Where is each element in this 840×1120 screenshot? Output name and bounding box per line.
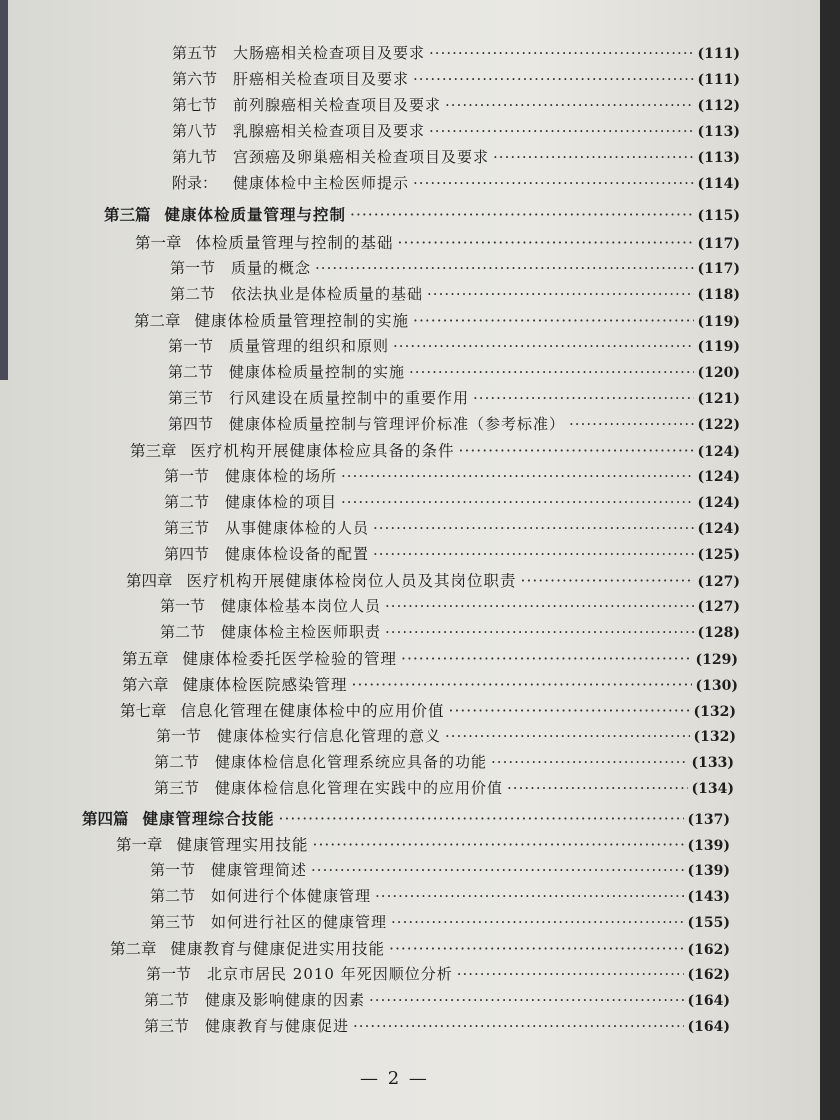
dot-leader — [401, 650, 691, 668]
dot-leader — [413, 312, 693, 330]
dot-leader — [507, 779, 687, 797]
toc-section-row — [170, 257, 740, 278]
toc-entry-page: (164) — [687, 993, 730, 1009]
toc-entry-title: 健康教育与健康促进实用技能 — [170, 940, 386, 958]
toc-entry-title: 健康体检基本岗位人员 — [221, 597, 382, 615]
toc-section-row — [150, 859, 730, 880]
toc-entry-number: 第一节 — [168, 337, 214, 355]
toc-entry-number: 第二章 — [134, 312, 181, 330]
toc-entry-number: 第一章 — [135, 234, 182, 252]
toc-entry-page: (132) — [693, 729, 736, 745]
toc-entry-page: (114) — [697, 176, 740, 192]
dot-leader — [445, 96, 693, 114]
toc-entry-number: 第三节 — [150, 913, 196, 931]
dot-leader — [429, 44, 693, 62]
toc-entry-page: (111) — [697, 46, 740, 62]
toc-entry-page: (112) — [697, 98, 740, 114]
toc-chapter-row — [120, 699, 736, 721]
toc-section-row — [172, 120, 740, 141]
toc-entry-title: 健康体检质量管理控制的实施 — [194, 312, 410, 330]
dot-leader — [457, 965, 684, 983]
toc-entry-number: 第一节 — [156, 727, 202, 745]
toc-entry-page: (124) — [697, 469, 740, 485]
toc-chapter-row — [126, 569, 740, 591]
toc-entry-number: 第五节 — [172, 44, 218, 62]
toc-entry-number: 第五章 — [122, 650, 169, 668]
dot-leader — [373, 545, 693, 563]
toc-section-row — [172, 68, 740, 89]
toc-entry-number: 第二章 — [110, 940, 157, 958]
toc-chapter-row — [122, 647, 738, 669]
toc-section-row — [168, 335, 740, 356]
toc-section-row — [170, 283, 740, 304]
toc-entry-number: 第九节 — [172, 148, 218, 166]
page-edge-shadow — [820, 0, 840, 1120]
dot-leader — [427, 285, 693, 303]
toc-entry-page: (121) — [697, 391, 740, 407]
toc-entry-title: 依法执业是体检质量的基础 — [231, 285, 424, 303]
toc-entry-page: (124) — [697, 495, 740, 511]
toc-entry-page: (132) — [693, 704, 736, 720]
toc-entry-title: 健康体检委托医学检验的管理 — [182, 650, 398, 668]
dot-leader — [315, 259, 693, 277]
toc-entry-number: 第六章 — [122, 676, 169, 694]
toc-section-row — [164, 465, 740, 486]
toc-entry-page: (117) — [697, 236, 740, 252]
toc-entry-title: 体检质量管理与控制的基础 — [195, 234, 394, 252]
toc-entry-number: 第二节 — [168, 363, 214, 381]
toc-entry-title: 健康体检中主检医师提示 — [233, 174, 410, 192]
toc-entry-title: 前列腺癌相关检查项目及要求 — [233, 96, 442, 114]
toc-entry-title: 健康体检设备的配置 — [225, 545, 370, 563]
toc-section-row — [164, 491, 740, 512]
toc-entry-number: 第四章 — [126, 572, 173, 590]
toc-section-row — [160, 621, 740, 642]
toc-chapter-row — [116, 833, 730, 855]
toc-section-row — [172, 94, 740, 115]
toc-section-row — [164, 543, 740, 564]
toc-entry-page: (120) — [697, 365, 740, 381]
toc-entry-page: (139) — [687, 863, 730, 879]
dot-leader — [521, 572, 694, 590]
dot-leader — [341, 467, 693, 485]
toc-entry-number: 第八节 — [172, 122, 218, 140]
toc-entry-page: (125) — [697, 547, 740, 563]
dot-leader — [493, 148, 693, 166]
toc-entry-title: 健康体检的项目 — [225, 493, 338, 511]
toc-chapter-row — [130, 439, 740, 461]
toc-entry-title: 健康体检主检医师职责 — [221, 623, 382, 641]
toc-entry-title: 健康管理简述 — [211, 861, 308, 879]
toc-entry-page: (124) — [697, 521, 740, 537]
toc-section-row — [144, 989, 730, 1010]
toc-section-row — [168, 413, 740, 434]
toc-entry-title: 肝癌相关检查项目及要求 — [233, 70, 410, 88]
toc-entry-title: 质量管理的组织和原则 — [229, 337, 390, 355]
toc-entry-number: 第二节 — [160, 623, 206, 641]
toc-entry-number: 第二节 — [164, 493, 210, 511]
toc-entry-page: (162) — [687, 942, 730, 958]
toc-section-row — [172, 146, 740, 167]
dot-leader — [459, 442, 694, 460]
toc-entry-page: (133) — [691, 755, 734, 771]
toc-section-row — [172, 172, 740, 193]
toc-entry-page: (119) — [697, 339, 740, 355]
toc-entry-page: (119) — [697, 314, 740, 330]
toc-entry-number: 第三节 — [168, 389, 214, 407]
toc-entry-page: (122) — [697, 417, 740, 433]
toc-entry-title: 健康教育与健康促进 — [205, 1017, 350, 1035]
toc-entry-title: 大肠癌相关检查项目及要求 — [233, 44, 426, 62]
dot-leader — [313, 836, 684, 854]
toc-entry-number: 第二节 — [144, 991, 190, 1009]
dot-leader — [413, 174, 693, 192]
toc-part-row — [104, 203, 740, 225]
page-footer-number: — 2 — — [360, 1068, 429, 1089]
dot-leader — [369, 991, 683, 1009]
dot-leader — [341, 493, 693, 511]
toc-entry-number: 第三节 — [154, 779, 200, 797]
dot-leader — [352, 676, 692, 694]
toc-section-row — [154, 777, 734, 798]
toc-section-row — [156, 725, 736, 746]
dot-leader — [311, 861, 683, 879]
toc-entry-title: 从事健康体检的人员 — [225, 519, 370, 537]
toc-section-row — [168, 387, 740, 408]
toc-entry-title: 如何进行社区的健康管理 — [211, 913, 388, 931]
toc-section-row — [172, 42, 740, 63]
toc-section-row — [146, 963, 730, 984]
toc-entry-title: 医疗机构开展健康体检岗位人员及其岗位职责 — [186, 572, 517, 590]
dot-leader — [385, 623, 693, 641]
toc-entry-page: (137) — [687, 812, 730, 828]
toc-entry-number: 第一节 — [164, 467, 210, 485]
toc-entry-number: 第四节 — [164, 545, 210, 563]
toc-entry-number: 第七章 — [120, 702, 167, 720]
toc-entry-number: 第四节 — [168, 415, 214, 433]
toc-section-row — [150, 911, 730, 932]
toc-entry-title: 健康体检信息化管理系统应具备的功能 — [215, 753, 488, 771]
dot-leader — [413, 70, 693, 88]
toc-entry-title: 质量的概念 — [231, 259, 312, 277]
toc-entry-number: 第二节 — [154, 753, 200, 771]
dot-leader — [350, 206, 693, 224]
toc-entry-title: 宫颈癌及卵巢癌相关检查项目及要求 — [233, 148, 490, 166]
toc-entry-title: 健康及影响健康的因素 — [205, 991, 366, 1009]
dot-leader — [391, 913, 683, 931]
toc-entry-title: 健康体检实行信息化管理的意义 — [217, 727, 442, 745]
toc-section-row — [160, 595, 740, 616]
toc-entry-page: (162) — [687, 967, 730, 983]
toc-entry-title: 健康管理实用技能 — [176, 836, 309, 854]
toc-entry-title: 北京市居民 2010 年死因顺位分析 — [207, 965, 453, 983]
toc-entry-number: 第四篇 — [82, 809, 129, 828]
toc-chapter-row — [122, 673, 738, 695]
dot-leader — [398, 234, 694, 252]
toc-entry-page: (128) — [697, 625, 740, 641]
dot-leader — [429, 122, 693, 140]
dot-leader — [373, 519, 693, 537]
toc-entry-number: 第六节 — [172, 70, 218, 88]
toc-entry-page: (130) — [695, 678, 738, 694]
toc-chapter-row — [110, 937, 730, 959]
toc-section-row — [150, 885, 730, 906]
toc-entry-page: (127) — [697, 599, 740, 615]
dot-leader — [279, 810, 684, 828]
toc-part-row — [82, 807, 730, 829]
toc-section-row — [154, 751, 734, 772]
dot-leader — [569, 415, 693, 433]
toc-entry-title: 健康体检医院感染管理 — [182, 676, 348, 694]
dot-leader — [353, 1017, 683, 1035]
dot-leader — [445, 727, 689, 745]
toc-entry-page: (118) — [697, 287, 740, 303]
toc-entry-page: (164) — [687, 1019, 730, 1035]
toc-entry-title: 健康体检质量控制的实施 — [229, 363, 406, 381]
toc-section-row — [144, 1015, 730, 1036]
toc-entry-page: (127) — [697, 574, 740, 590]
toc-entry-page: (143) — [687, 889, 730, 905]
toc-entry-title: 健康管理综合技能 — [142, 809, 275, 828]
toc-entry-number: 第七节 — [172, 96, 218, 114]
dot-leader — [491, 753, 687, 771]
toc-entry-number: 第一节 — [146, 965, 192, 983]
dot-leader — [393, 337, 693, 355]
toc-entry-number: 第一章 — [116, 836, 163, 854]
toc-entry-page: (117) — [697, 261, 740, 277]
toc-entry-page: (115) — [697, 208, 740, 224]
toc-entry-title: 信息化管理在健康体检中的应用价值 — [180, 702, 445, 720]
toc-entry-number: 第二节 — [150, 887, 196, 905]
toc-entry-number: 第一节 — [150, 861, 196, 879]
dot-leader — [375, 887, 683, 905]
toc-entry-title: 健康体检质量控制与管理评价标准（参考标准） — [229, 415, 566, 433]
toc-section-row — [168, 361, 740, 382]
toc-entry-page: (139) — [687, 838, 730, 854]
toc-chapter-row — [135, 231, 740, 253]
dot-leader — [409, 363, 693, 381]
toc-entry-page: (134) — [691, 781, 734, 797]
toc-entry-number: 第三节 — [144, 1017, 190, 1035]
toc-entry-title: 行风建设在质量控制中的重要作用 — [229, 389, 470, 407]
toc-entry-page: (155) — [687, 915, 730, 931]
toc-entry-page: (113) — [697, 150, 740, 166]
dot-leader — [449, 702, 690, 720]
dot-leader — [389, 940, 683, 958]
toc-chapter-row — [134, 309, 740, 331]
toc-entry-title: 健康体检信息化管理在实践中的应用价值 — [215, 779, 504, 797]
toc-entry-number: 第二节 — [170, 285, 216, 303]
toc-entry-number: 附录： — [172, 174, 218, 192]
toc-entry-number: 第三节 — [164, 519, 210, 537]
toc-entry-number: 第一节 — [170, 259, 216, 277]
toc-section-row — [164, 517, 740, 538]
toc-entry-page: (111) — [697, 72, 740, 88]
toc-entry-page: (129) — [695, 652, 738, 668]
toc-entry-page: (124) — [697, 444, 740, 460]
toc-entry-number: 第三章 — [130, 442, 177, 460]
toc-entry-title: 健康体检的场所 — [225, 467, 338, 485]
toc-entry-title: 医疗机构开展健康体检应具备的条件 — [190, 442, 455, 460]
toc-entry-number: 第一节 — [160, 597, 206, 615]
dot-leader — [385, 597, 693, 615]
toc-entry-number: 第三篇 — [104, 205, 151, 224]
toc-entry-title: 如何进行个体健康管理 — [211, 887, 372, 905]
toc-entry-title: 乳腺癌相关检查项目及要求 — [233, 122, 426, 140]
toc-entry-page: (113) — [697, 124, 740, 140]
dot-leader — [473, 389, 693, 407]
toc-entry-title: 健康体检质量管理与控制 — [164, 205, 347, 224]
